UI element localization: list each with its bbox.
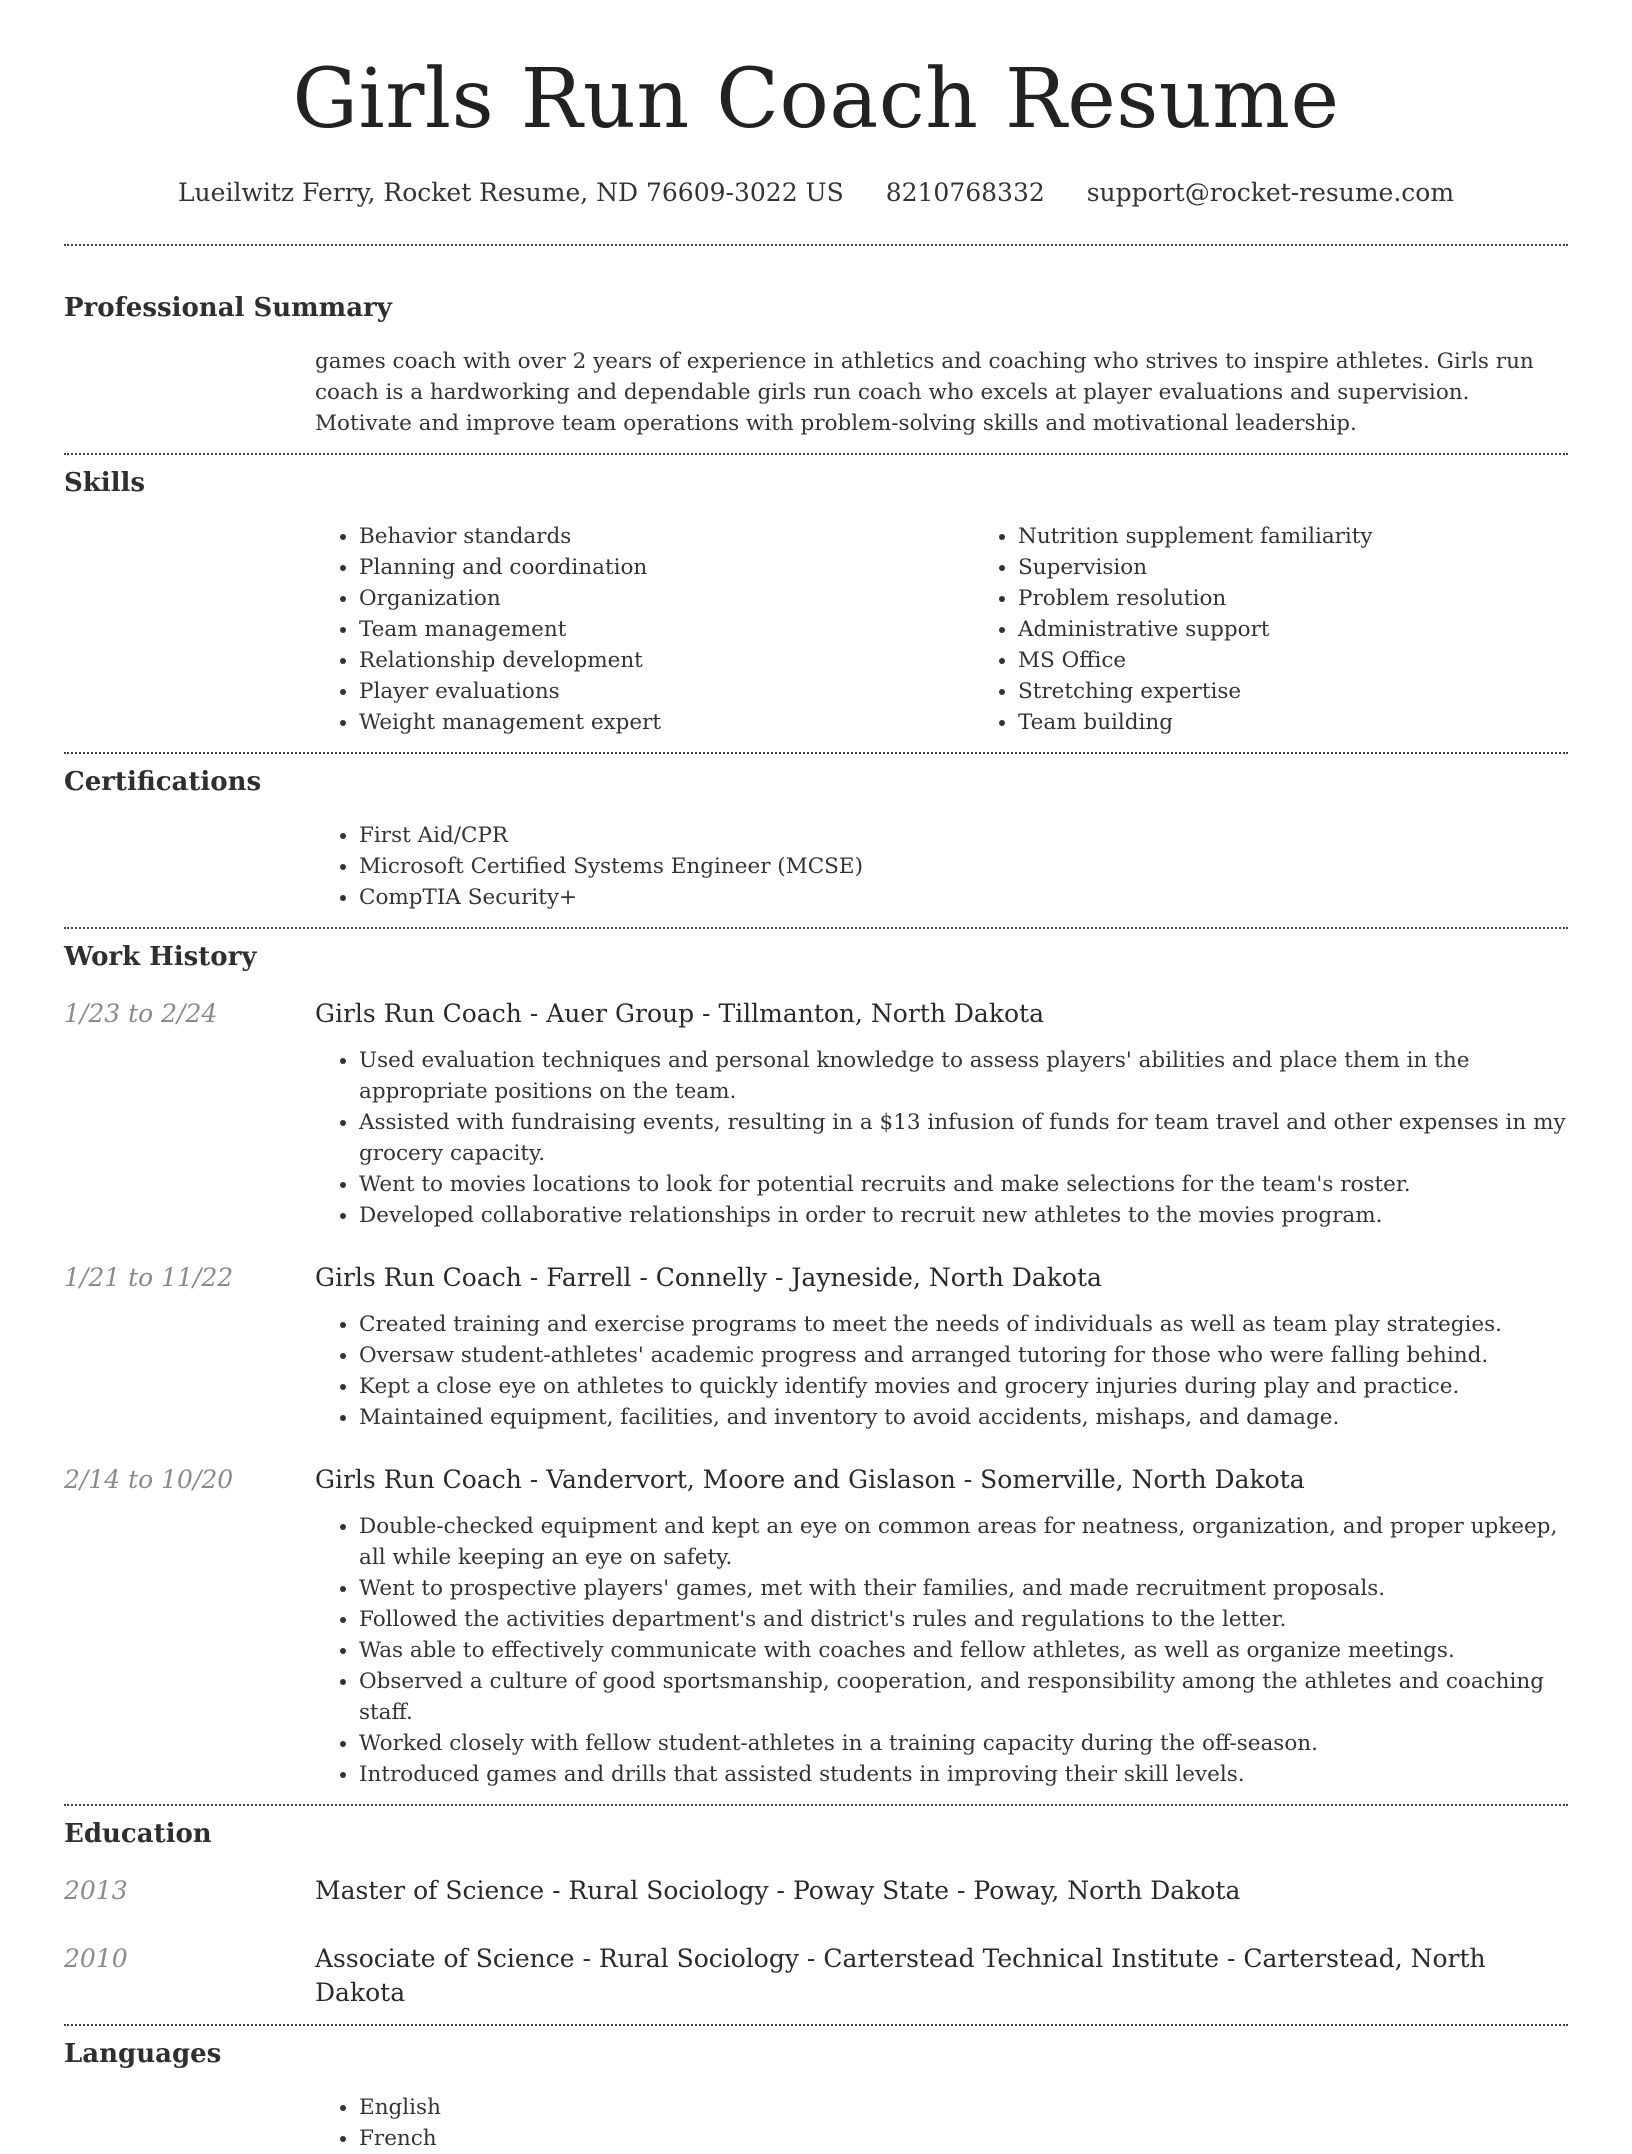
skill-item: • Player evaluations — [359, 676, 974, 707]
languages-list — [315, 2092, 1568, 2154]
certification-item: • CompTIA Security+ — [359, 882, 1568, 913]
job-entry — [64, 1463, 1568, 1804]
skills-list-left — [315, 521, 974, 738]
job-bullet: • Introduced games and drills that assisted students in improving their skill levels. — [359, 1759, 1568, 1790]
education-year: 2010 — [64, 1944, 128, 1973]
job-bullet: • Double-checked equipment and kept an eye on common areas for neatness, organization, and proper upkeep, all while keeping an eye on safety. — [359, 1511, 1568, 1573]
skill-item: • Weight management expert — [359, 707, 974, 738]
skill-item: • Team management — [359, 614, 974, 645]
skill-item: • Relationship development — [359, 645, 974, 676]
job-title: Girls Run Coach - Vandervort, Moore and Gislason - Somerville, North Dakota — [315, 1465, 1305, 1494]
job-bullet: • Followed the activities department's and district's rules and regulations to the letter. — [359, 1604, 1568, 1635]
skill-item: • Supervision — [1018, 552, 1632, 583]
job-entry — [64, 1261, 1568, 1433]
skill-item: • Administrative support — [1018, 614, 1632, 645]
contact-phone: 8210768332 — [885, 178, 1045, 207]
skill-item: • Behavior standards — [359, 521, 974, 552]
skill-item: • Stretching expertise — [1018, 676, 1632, 707]
job-bullet: • Created training and exercise programs to meet the needs of individuals as well as team play strategies. — [359, 1309, 1568, 1340]
certification-item: • Microsoft Certified Systems Engineer (MCSE) — [359, 851, 1568, 882]
skills-heading: Skills — [64, 468, 146, 498]
work-history-section — [64, 929, 1568, 1804]
job-title: Girls Run Coach - Auer Group - Tillmanton, North Dakota — [315, 999, 1044, 1028]
contact-address: Lueilwitz Ferry, Rocket Resume, ND 76609-3022 US — [177, 178, 844, 207]
resume-title: Girls Run Coach Resume — [292, 52, 1340, 147]
education-title: Master of Science - Rural Sociology - Poway State - Poway, North Dakota — [315, 1876, 1241, 1905]
language-item: • French — [359, 2123, 1568, 2154]
job-dates: 1/21 to 11/22 — [64, 1263, 234, 1292]
job-bullet: • Oversaw student-athletes' academic progress and arranged tutoring for those who were falling behind. — [359, 1340, 1568, 1371]
education-heading: Education — [64, 1819, 212, 1849]
job-bullets — [315, 1309, 1568, 1433]
job-bullet: • Kept a close eye on athletes to quickly identify movies and grocery injuries during play and practice. — [359, 1371, 1568, 1402]
contact-email: support@rocket-resume.com — [1086, 178, 1455, 207]
job-dates: 1/23 to 2/24 — [64, 999, 218, 1028]
job-bullet: • Worked closely with fellow student-athletes in a training capacity during the off-season. — [359, 1728, 1568, 1759]
skill-item: • Planning and coordination — [359, 552, 974, 583]
skill-item: • Team building — [1018, 707, 1632, 738]
skill-item: • MS Office — [1018, 645, 1632, 676]
skill-item: • Problem resolution — [1018, 583, 1632, 614]
work-history-heading: Work History — [64, 942, 257, 972]
job-bullet: • Used evaluation techniques and personal knowledge to assess players' abilities and place them in the appropriate positions on the team. — [359, 1045, 1568, 1107]
skill-item: • Organization — [359, 583, 974, 614]
summary-section — [64, 246, 1568, 453]
summary-heading: Professional Summary — [64, 293, 392, 323]
job-bullet: • Went to prospective players' games, met with their families, and made recruitment proposals. — [359, 1573, 1568, 1604]
job-bullet: • Maintained equipment, facilities, and inventory to avoid accidents, mishaps, and damage. — [359, 1402, 1568, 1433]
job-bullets — [315, 1511, 1568, 1790]
education-entry — [64, 1942, 1568, 2024]
languages-heading: Languages — [64, 2039, 222, 2069]
job-bullets — [315, 1045, 1568, 1231]
job-entry — [64, 997, 1568, 1231]
job-title: Girls Run Coach - Farrell - Connelly - Jayneside, North Dakota — [315, 1263, 1102, 1292]
job-bullet: • Was able to effectively communicate with coaches and fellow athletes, as well as organize meetings. — [359, 1635, 1568, 1666]
languages-section — [64, 2026, 1568, 2154]
certification-item: • First Aid/CPR — [359, 820, 1568, 851]
skills-list-right — [974, 521, 1632, 738]
education-section — [64, 1806, 1568, 2024]
job-bullet: • Went to movies locations to look for potential recruits and make selections for the team's roster. — [359, 1169, 1568, 1200]
contact-line — [64, 176, 1568, 210]
job-bullet: • Assisted with fundraising events, resulting in a $13 infusion of funds for team travel and other expenses in my grocery capacity. — [359, 1107, 1568, 1169]
summary-text: games coach with over 2 years of experience in athletics and coaching who strives to inspire athletes. Girls run coach is a hardworking and dependable girls run coach who excels at player evaluations and supervision. Motivate and improve team operations with problem-solving skills and motivational leadership. — [315, 349, 1534, 436]
job-dates: 2/14 to 10/20 — [64, 1465, 234, 1494]
language-item: • English — [359, 2092, 1568, 2123]
skills-section — [64, 455, 1568, 752]
job-bullet: • Observed a culture of good sportsmanship, cooperation, and responsibility among the athletes and coaching staff. — [359, 1666, 1568, 1728]
certifications-section — [64, 754, 1568, 927]
education-year: 2013 — [64, 1876, 128, 1905]
skill-item: • Nutrition supplement familiarity — [1018, 521, 1632, 552]
certifications-heading: Certifications — [64, 767, 262, 797]
education-title: Associate of Science - Rural Sociology - Carterstead Technical Institute - Carterstead, North Dakota — [315, 1944, 1486, 2007]
education-entry — [64, 1874, 1568, 1908]
certifications-list — [315, 820, 1568, 913]
job-bullet: • Developed collaborative relationships in order to recruit new athletes to the movies program. — [359, 1200, 1568, 1231]
